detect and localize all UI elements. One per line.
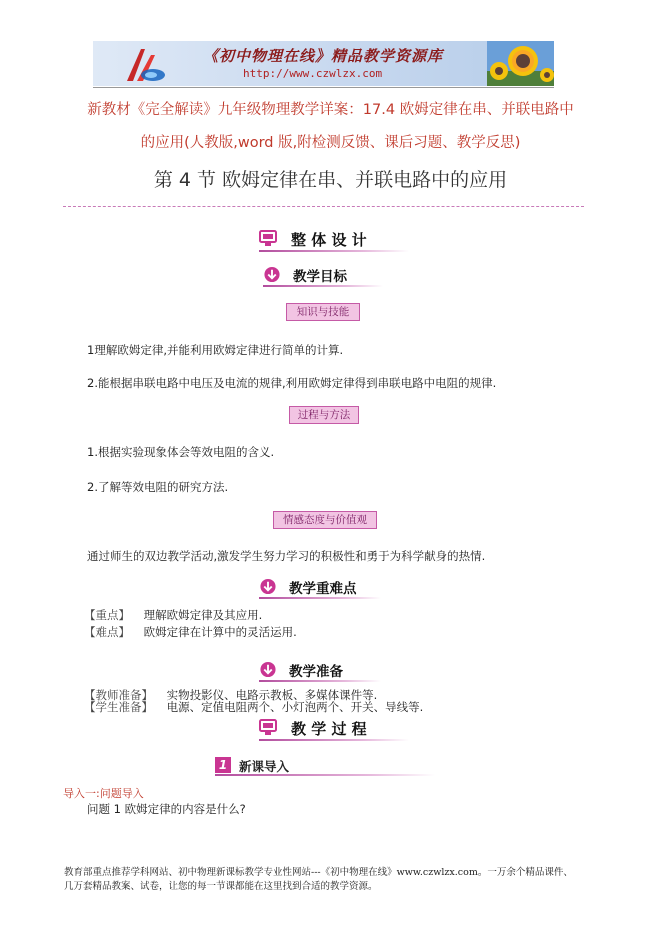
badge-process-methods: 过程与方法 xyxy=(289,406,359,424)
heading-underline xyxy=(259,739,409,741)
heading-underline xyxy=(259,597,381,599)
student-tag: 【学生准备】 xyxy=(84,700,153,714)
key-point-row xyxy=(84,607,262,623)
banner-title: 《初中物理在线》精品教学资源库 xyxy=(203,47,444,65)
teacher-text: 实物投影仪、电路示教板、多媒体课件等. xyxy=(166,688,378,702)
difficulty-row xyxy=(84,624,297,640)
badge-attitudes-values: 情感态度与价值观 xyxy=(273,511,377,529)
process-item-2: 2.了解等效电阻的研究方法. xyxy=(87,480,229,494)
site-banner xyxy=(93,41,554,86)
heading-underline xyxy=(259,250,409,252)
page-footer xyxy=(64,866,604,894)
goal-item-2: 2.能根据串联电路中电压及电流的规律,利用欧姆定律得到串联电路中电阻的规律. xyxy=(87,376,497,390)
difficulty-text: 欧姆定律在计算中的灵活运用. xyxy=(143,625,297,639)
question-1: 问题 1 欧姆定律的内容是什么? xyxy=(87,802,246,816)
heading-underline xyxy=(263,285,383,287)
section-title: 第 4 节 欧姆定律在串、并联电路中的应用 xyxy=(153,169,508,191)
heading-key-points xyxy=(259,576,381,598)
sunflower-icon xyxy=(487,41,554,86)
site-logo-icon xyxy=(121,45,169,83)
banner-url[interactable]: http://www.czwlzx.com xyxy=(243,67,383,80)
heading-underline xyxy=(259,680,381,682)
heading-new-lesson xyxy=(215,755,435,777)
goal-item-1: 1理解欧姆定律,并能利用欧姆定律进行简单的计算. xyxy=(87,343,344,357)
dashed-divider xyxy=(63,206,584,207)
key-tag: 【重点】 xyxy=(84,608,130,622)
student-prep-row xyxy=(84,699,423,715)
down-arrow-circle-icon xyxy=(259,578,277,595)
heading-teaching-goals xyxy=(263,264,383,286)
heading-label: 教学准备 xyxy=(289,664,343,680)
footer-line-1: 教育部重点推荐学科网站、初中物理新课标教学专业性网站---《初中物理在线》www.czwlzx.com。一万余个精品课件、 xyxy=(64,867,573,878)
heading-label: 教 学 过 程 xyxy=(291,720,367,738)
heading-teaching-process xyxy=(259,717,409,739)
teacher-tag: 【教师准备】 xyxy=(84,688,153,702)
new-lesson-label: 新课导入 xyxy=(239,759,290,774)
step-number-badge: 1 xyxy=(215,757,231,773)
document-title-line2: 的应用(人教版,word 版,附检测反馈、课后习题、教学反思) xyxy=(140,135,521,151)
banner-divider xyxy=(93,87,554,88)
down-arrow-circle-icon xyxy=(263,266,281,283)
heading-label: 教学重难点 xyxy=(289,581,357,597)
difficulty-tag: 【难点】 xyxy=(84,625,130,639)
heading-label: 整 体 设 计 xyxy=(291,231,367,249)
heading-preparation xyxy=(259,659,381,681)
down-arrow-circle-icon xyxy=(259,661,277,678)
process-item-1: 1.根据实验现象体会等效电阻的含义. xyxy=(87,445,275,459)
footer-line-2: 几万套精品教案、试卷，让您的每一节课都能在这里找到合适的教学资源。 xyxy=(64,881,378,892)
document-title-line1: 新教材《完全解读》九年级物理教学详案：17.4 欧姆定律在串、并联电路中 xyxy=(87,102,574,118)
key-text: 理解欧姆定律及其应用. xyxy=(143,608,263,622)
attitude-item-1: 通过师生的双边教学活动,激发学生努力学习的积极性和勇于为科学献身的热情. xyxy=(87,549,486,563)
monitor-icon xyxy=(259,230,277,247)
heading-overall-design xyxy=(259,228,409,250)
guide-label: 导入一:问题导入 xyxy=(63,787,144,800)
heading-label: 教学目标 xyxy=(293,269,347,285)
heading-underline xyxy=(215,774,435,776)
student-text: 电源、定值电阻两个、小灯泡两个、开关、导线等. xyxy=(166,700,424,714)
badge-knowledge-skills: 知识与技能 xyxy=(286,303,360,321)
monitor-icon xyxy=(259,719,277,736)
